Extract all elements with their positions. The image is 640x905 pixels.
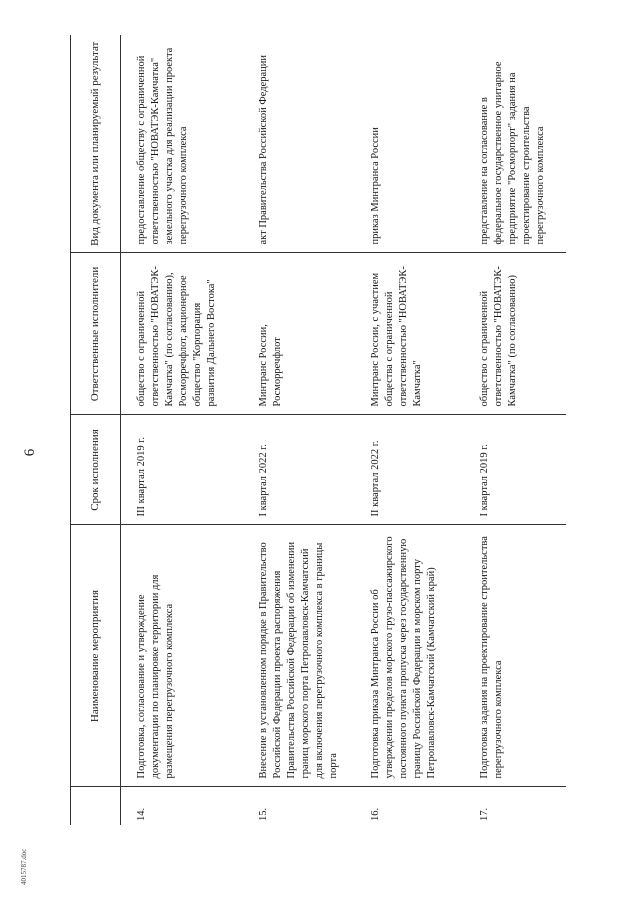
table-header-row bbox=[71, 35, 121, 825]
table-row bbox=[121, 35, 244, 825]
row-executors: общество с ограниченной ответственностью "НОВАТЭК-Камчатка" (по согласованию), Росморречфлот, акционерное общество "Корпорация развития Дальнего Востока" bbox=[121, 253, 244, 415]
header-name: Наименование мероприятия bbox=[71, 525, 121, 787]
row-number: 16. bbox=[370, 807, 381, 821]
row-result: представление на согласование в федеральное государственное унитарное предприятие "Росморпорт" задания на проектирование строительства перегрузочного комплекса bbox=[464, 35, 566, 253]
row-number: 14. bbox=[136, 807, 147, 821]
header-deadline: Срок исполнения bbox=[71, 415, 121, 525]
row-number: 17. bbox=[479, 807, 490, 821]
row-name: Подготовка задания на проектирование строительства перегрузочного комплекса bbox=[464, 525, 566, 787]
document-code: 4015787.doc bbox=[20, 848, 28, 885]
header-executors: Ответственные исполнители bbox=[71, 253, 121, 415]
row-result: акт Правительства Российской Федерации bbox=[243, 35, 355, 253]
header-number bbox=[71, 787, 121, 825]
row-name: Подготовка, согласование и утверждение документации по планировке территории для размещения перегрузочного комплекса bbox=[121, 525, 244, 787]
row-number: 15. bbox=[258, 807, 269, 821]
table-row bbox=[464, 35, 566, 825]
row-deadline: I квартал 2019 г. bbox=[464, 415, 566, 525]
row-executors: Минтранс России, Росморречфлот bbox=[243, 253, 355, 415]
schedule-table bbox=[70, 35, 566, 825]
row-name: Внесение в установленном порядке в Правительство Российской Федерации проекта распоряжения Правительства Российской Федерации об изменении границ морского порта Петропавловск-Камчатский для включения перегрузочного комплекса в границы порта bbox=[243, 525, 355, 787]
row-deadline: I квартал 2022 г. bbox=[243, 415, 355, 525]
row-result: приказ Минтранса России bbox=[355, 35, 464, 253]
row-deadline: II квартал 2022 г. bbox=[355, 415, 464, 525]
page-number: 6 bbox=[22, 448, 38, 457]
row-name: Подготовка приказа Минтранса России об утверждении пределов морского грузо-пассажирского постоянного пункта пропуска через государственную границу Российской Федерации в морском порту Петропавловск-Камчатский (Камчатский край) bbox=[355, 525, 464, 787]
row-executors: Минтранс России, с участием общества с ограниченной ответственностью "НОВАТЭК-Камчатка" bbox=[355, 253, 464, 415]
row-executors: общество с ограниченной ответственностью "НОВАТЭК-Камчатка" (по согласованию) bbox=[464, 253, 566, 415]
row-deadline: III квартал 2019 г. bbox=[121, 415, 244, 525]
row-result: предоставление обществу с ограниченной ответственностью "НОВАТЭК-Камчатка" земельного участка для реализации проекта перегрузочного комплекса bbox=[121, 35, 244, 253]
table-row bbox=[243, 35, 355, 825]
table-row bbox=[355, 35, 464, 825]
header-result: Вид документа или планируемый результат bbox=[71, 35, 121, 253]
